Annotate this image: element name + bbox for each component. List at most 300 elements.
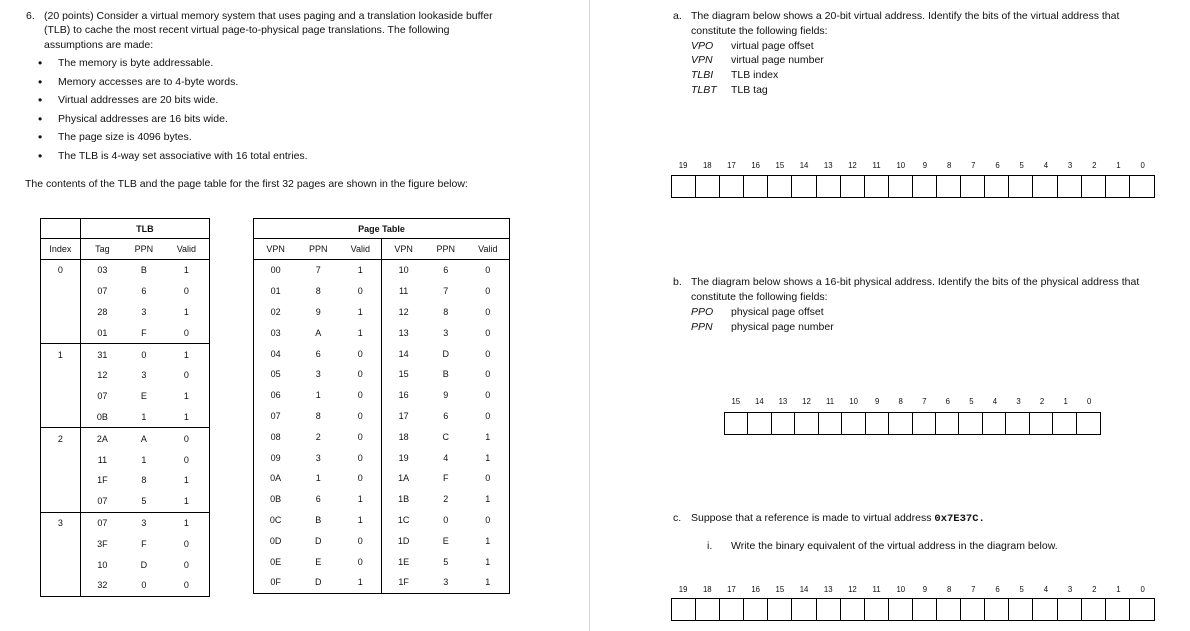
page-table-valid-cell: 0 xyxy=(485,369,491,380)
bit-number: 7 xyxy=(922,397,927,406)
bit-number: 12 xyxy=(848,161,857,170)
bit-box[interactable] xyxy=(768,599,792,620)
page-table-valid-cell: 1 xyxy=(485,431,491,442)
page-table-ppn-cell: 7 xyxy=(443,286,449,297)
bit-box[interactable] xyxy=(842,413,865,434)
bit-number: 7 xyxy=(971,161,976,170)
bit-number: 3 xyxy=(1016,397,1021,406)
bit-number: 6 xyxy=(995,585,1000,594)
page-table-vpn-cell: 06 xyxy=(270,390,281,401)
page-table-valid-cell: 0 xyxy=(357,452,363,463)
bit-box[interactable] xyxy=(983,413,1006,434)
page-table-vpn-cell: 1B xyxy=(382,489,425,510)
tlb-ppn-cell: 0 xyxy=(141,580,147,591)
bit-box[interactable] xyxy=(866,413,889,434)
page-table-valid-cell: 1 xyxy=(485,452,491,463)
field-vpn-abbr: VPN xyxy=(691,54,713,66)
page-table-ppn-cell: 2 xyxy=(443,494,449,505)
bit-number: 16 xyxy=(751,585,760,594)
page-table-valid-cell: 1 xyxy=(485,494,491,505)
bit-box[interactable] xyxy=(865,599,889,620)
tlb-valid-cell: 0 xyxy=(183,538,189,549)
page-table-ppn-cell: E xyxy=(442,535,449,546)
page-table-ppn-cell: 8 xyxy=(315,410,321,421)
page-table-ppn-cell: B xyxy=(315,514,322,525)
bit-box[interactable] xyxy=(961,176,985,197)
bit-number: 13 xyxy=(823,585,833,594)
page-table-ppn-cell: D xyxy=(442,348,449,359)
page-table-row xyxy=(254,322,510,343)
field-vpo-desc: virtual page offset xyxy=(731,40,814,52)
page-table-valid-cell: 0 xyxy=(485,265,491,276)
bit-number: 19 xyxy=(678,161,688,170)
bit-number: 8 xyxy=(898,397,903,406)
bit-box[interactable] xyxy=(720,176,744,197)
assumption-3: • Virtual addresses are 20 bits wide. xyxy=(58,94,218,106)
tlb-index-cell: 3 xyxy=(41,512,81,533)
tlb-valid-cell: 1 xyxy=(164,512,210,533)
bit-box[interactable] xyxy=(1077,413,1100,434)
bit-box[interactable] xyxy=(1009,176,1033,197)
bit-number: 1 xyxy=(1116,585,1121,594)
bit-number: 5 xyxy=(1019,161,1024,170)
page-table-valid-cell: 0 xyxy=(485,473,491,484)
tlb-row xyxy=(41,449,210,470)
bit-box[interactable] xyxy=(1009,599,1033,620)
tlb-index-cell xyxy=(41,449,81,470)
bit-box[interactable] xyxy=(1130,176,1154,197)
tlb-header-ppn: PPN xyxy=(124,239,164,260)
page-table-vpn-cell: 0B xyxy=(270,494,282,505)
tlb-row xyxy=(41,491,210,512)
tlb-ppn-cell: 0 xyxy=(124,344,164,365)
bit-number: 3 xyxy=(1067,585,1073,594)
bit-number: 19 xyxy=(678,585,688,594)
bit-number: 4 xyxy=(1043,161,1049,170)
bit-box[interactable] xyxy=(748,413,771,434)
bit-number: 12 xyxy=(802,397,811,406)
bit-box[interactable] xyxy=(913,599,937,620)
physical-address-bit-numbers xyxy=(724,397,1101,406)
bit-box[interactable] xyxy=(985,599,1009,620)
page-table-vpn-cell: 13 xyxy=(382,322,425,343)
bit-number: 0 xyxy=(1140,585,1145,594)
page-table-valid-cell: 0 xyxy=(485,306,491,317)
page-table-vpn-cell: 0F xyxy=(270,577,281,588)
page-table-header-valid: Valid xyxy=(339,239,382,260)
assumption-4: • Physical addresses are 16 bits wide. xyxy=(58,113,228,125)
bit-box[interactable] xyxy=(1058,599,1082,620)
bit-number: 16 xyxy=(751,161,760,170)
page-table-valid-cell: 1 xyxy=(485,556,491,567)
part-b-line-1: The diagram below shows a 16-bit physical address. Identify the bits of the physical address that xyxy=(691,276,1140,288)
tlb-valid-cell: 1 xyxy=(183,265,189,276)
assumption-1: • The memory is byte addressable. xyxy=(58,57,213,69)
page-table xyxy=(253,218,510,594)
tlb-valid-cell: 0 xyxy=(183,559,189,570)
page-table-valid-cell: 1 xyxy=(357,306,363,317)
bit-box[interactable] xyxy=(913,413,936,434)
page-table-vpn-cell: 16 xyxy=(382,385,425,406)
tlb-valid-cell: 1 xyxy=(183,411,189,422)
page-table-valid-cell: 0 xyxy=(357,390,363,401)
page-table-valid-cell: 0 xyxy=(485,514,491,525)
physical-address-bit-boxes xyxy=(724,412,1101,435)
bit-box[interactable] xyxy=(889,176,913,197)
page-table-ppn-cell: 8 xyxy=(443,306,449,317)
tlb-ppn-cell: 1 xyxy=(141,411,147,422)
page-table-valid-cell: 0 xyxy=(357,535,363,546)
assumption-5: • The page size is 4096 bytes. xyxy=(58,131,192,143)
tlb-ppn-cell: 3 xyxy=(124,512,164,533)
bit-number: 5 xyxy=(1019,585,1024,594)
bit-number: 5 xyxy=(969,397,974,406)
bit-box[interactable] xyxy=(889,413,912,434)
page-table-ppn-cell: E xyxy=(315,556,322,567)
page-table-vpn-cell: 14 xyxy=(382,343,425,364)
page-table-ppn-cell: D xyxy=(314,577,322,588)
bit-number: 11 xyxy=(872,585,881,594)
question-line-2: (TLB) to cache the most recent virtual page-to-physical page translations. The following xyxy=(44,24,450,36)
page-table-vpn-cell: 1D xyxy=(382,530,425,551)
page-table-valid-cell: 1 xyxy=(357,577,363,588)
tlb-valid-cell: 1 xyxy=(183,306,189,317)
bit-number: 18 xyxy=(702,585,712,594)
page-table-vpn-cell: 05 xyxy=(270,369,281,380)
page-table-valid-cell: 0 xyxy=(357,410,363,421)
page-table-row xyxy=(254,260,510,281)
bit-box[interactable] xyxy=(720,599,744,620)
bit-number: 3 xyxy=(1067,161,1073,170)
bit-box[interactable] xyxy=(841,176,865,197)
bit-number: 15 xyxy=(731,397,741,406)
page-table-header-vpn: VPN xyxy=(254,239,298,260)
tlb-valid-cell: 1 xyxy=(183,391,189,402)
bit-number: 4 xyxy=(992,397,998,406)
tlb-row xyxy=(41,533,210,554)
page-table-ppn-cell: B xyxy=(442,369,449,380)
tlb-row xyxy=(41,302,210,323)
tlb-row xyxy=(41,470,210,491)
tlb-row xyxy=(41,365,210,386)
bit-number: 17 xyxy=(727,585,736,594)
bit-number: 15 xyxy=(775,585,785,594)
tlb-row xyxy=(41,554,210,575)
tlb-header-index: Index xyxy=(41,239,81,260)
tlb-index-cell xyxy=(41,302,81,323)
tlb-tag-cell: 07 xyxy=(80,386,124,407)
tlb-ppn-cell: 5 xyxy=(141,496,147,507)
bit-number: 2 xyxy=(1092,585,1097,594)
page-table-vpn-cell: 00 xyxy=(270,265,281,276)
bit-box[interactable] xyxy=(865,176,889,197)
tlb-index-cell xyxy=(41,533,81,554)
page-table-row xyxy=(254,302,510,323)
tlb-ppn-cell: 3 xyxy=(141,306,147,317)
tlb-ppn-cell: A xyxy=(124,428,164,449)
tlb-header-valid: Valid xyxy=(164,239,210,260)
page-table-vpn-cell: 0E xyxy=(270,556,282,567)
tlb-valid-cell: 0 xyxy=(183,327,189,338)
tlb-tag-cell: 0B xyxy=(80,407,124,428)
bit-number: 9 xyxy=(922,585,928,594)
page-table-ppn-cell: 3 xyxy=(443,577,449,588)
part-a-line-1: The diagram below shows a 20-bit virtual address. Identify the bits of the virtual address that xyxy=(691,10,1120,22)
page-table-ppn-cell: 1 xyxy=(315,390,321,401)
bit-box[interactable] xyxy=(744,599,768,620)
field-tlbi-desc: TLB index xyxy=(731,69,779,81)
tlb-index-cell xyxy=(41,365,81,386)
bit-box[interactable] xyxy=(1033,599,1057,620)
bit-box[interactable] xyxy=(672,176,696,197)
bit-box[interactable] xyxy=(889,599,913,620)
page-table-vpn-cell: 01 xyxy=(270,286,281,297)
bit-box[interactable] xyxy=(1058,176,1082,197)
page-table-valid-cell: 0 xyxy=(357,369,363,380)
tlb-row xyxy=(41,260,210,281)
page-table-row xyxy=(254,489,510,510)
page-table-valid-cell: 0 xyxy=(357,431,363,442)
bit-box[interactable] xyxy=(841,599,865,620)
bit-number: 10 xyxy=(896,585,906,594)
bit-number: 11 xyxy=(872,161,881,170)
tlb-row xyxy=(41,344,210,365)
bit-box[interactable] xyxy=(937,599,961,620)
tlb-tag-cell: 1F xyxy=(80,470,124,491)
tlb-valid-cell: 0 xyxy=(183,286,189,297)
page-table-ppn-cell: 4 xyxy=(443,452,449,463)
bit-box[interactable] xyxy=(817,176,841,197)
virtual-address-bit-numbers xyxy=(671,161,1155,170)
tlb-tag-cell: 31 xyxy=(80,344,124,365)
part-c-text xyxy=(691,512,985,525)
page-table-vpn-cell: 11 xyxy=(382,281,425,302)
bit-number: 9 xyxy=(874,397,880,406)
tlb-index-cell xyxy=(41,386,81,407)
bit-number: 2 xyxy=(1039,397,1045,406)
bit-number: 10 xyxy=(849,397,858,406)
binary-address-bit-boxes[interactable] xyxy=(671,598,1155,621)
bit-number: 4 xyxy=(1043,585,1049,594)
bit-number: 1 xyxy=(1116,161,1121,170)
bit-box[interactable] xyxy=(961,599,985,620)
page-table-valid-cell: 1 xyxy=(357,265,363,276)
field-tlbt-abbr: TLBT xyxy=(691,84,717,96)
page-table-ppn-cell: F xyxy=(442,473,449,484)
page-table-ppn-cell: 3 xyxy=(315,452,321,463)
bit-number: 8 xyxy=(946,161,952,170)
bit-box[interactable] xyxy=(672,599,696,620)
bit-box[interactable] xyxy=(1130,599,1154,620)
bit-box[interactable] xyxy=(1030,413,1053,434)
page-table-vpn-cell: 0C xyxy=(269,514,282,525)
page-table-ppn-cell: 3 xyxy=(443,327,449,338)
page-table-vpn-cell: 08 xyxy=(270,431,281,442)
bit-box[interactable] xyxy=(1082,599,1106,620)
bit-box[interactable] xyxy=(792,599,816,620)
bit-box[interactable] xyxy=(959,413,982,434)
page-table-row xyxy=(254,572,510,593)
bit-box[interactable] xyxy=(772,413,795,434)
tlb-ppn-cell: D xyxy=(140,559,148,570)
tlb-ppn-cell: 6 xyxy=(141,286,147,297)
bit-box[interactable] xyxy=(1006,413,1029,434)
bit-number: 8 xyxy=(946,585,952,594)
tlb-row xyxy=(41,428,210,449)
field-ppo-desc: physical page offset xyxy=(731,306,824,318)
tlb-ppn-cell: F xyxy=(141,538,147,549)
tlb-tag-cell: 2A xyxy=(80,428,124,449)
bit-number: 13 xyxy=(823,161,833,170)
bit-box[interactable] xyxy=(913,176,937,197)
page-table-valid-cell: 1 xyxy=(357,327,363,338)
field-ppn-abbr: PPN xyxy=(691,321,713,333)
bit-box[interactable] xyxy=(936,413,959,434)
page-table-valid-cell: 0 xyxy=(485,348,491,359)
tlb-valid-cell: 0 xyxy=(183,454,189,465)
tlb-index-cell xyxy=(41,407,81,428)
bit-box[interactable] xyxy=(819,413,842,434)
column-divider xyxy=(589,0,590,631)
bit-number: 15 xyxy=(775,161,785,170)
page-table-ppn-cell: A xyxy=(315,327,322,338)
page-table-ppn-cell: 6 xyxy=(315,348,321,359)
bit-number: 10 xyxy=(896,161,906,170)
tlb-valid-cell: 0 xyxy=(183,370,189,381)
page-table-ppn-cell: 0 xyxy=(443,514,449,525)
page-table-ppn-cell: 5 xyxy=(443,556,449,567)
bit-box[interactable] xyxy=(985,176,1009,197)
page-table-valid-cell: 1 xyxy=(485,535,491,546)
tlb-tag-cell: 32 xyxy=(80,575,124,596)
question-number: 6. xyxy=(26,10,35,22)
tlb-valid-cell: 0 xyxy=(183,580,189,591)
bit-box[interactable] xyxy=(937,176,961,197)
page-table-vpn-cell: 0D xyxy=(269,535,282,546)
page-table-valid-cell: 0 xyxy=(485,286,491,297)
bit-box[interactable] xyxy=(795,413,818,434)
tlb-table xyxy=(40,218,210,597)
bit-box[interactable] xyxy=(744,176,768,197)
page-table-valid-cell: 1 xyxy=(357,494,363,505)
tlb-ppn-cell: B xyxy=(140,265,147,276)
page-table-vpn-cell: 1E xyxy=(382,551,425,572)
field-vpo-abbr: VPO xyxy=(691,40,714,52)
page-table-ppn-cell: 6 xyxy=(315,494,321,505)
bit-box[interactable] xyxy=(1053,413,1076,434)
page-table-valid-cell: 0 xyxy=(485,410,491,421)
binary-address-bit-numbers xyxy=(671,585,1155,594)
bit-number: 12 xyxy=(848,585,857,594)
tlb-index-cell xyxy=(41,322,81,343)
tlb-title-spacer xyxy=(41,219,81,239)
bit-box[interactable] xyxy=(817,599,841,620)
page-table-row xyxy=(254,343,510,364)
page-table-row xyxy=(254,551,510,572)
tlb-tag-cell: 07 xyxy=(80,281,124,302)
page-table-row xyxy=(254,281,510,302)
part-b-label: b. xyxy=(673,276,682,288)
bit-number: 7 xyxy=(971,585,976,594)
tlb-ppn-cell: F xyxy=(141,327,147,338)
bit-box[interactable] xyxy=(768,176,792,197)
page-table-row xyxy=(254,468,510,489)
bit-number: 17 xyxy=(727,161,736,170)
page-table-row xyxy=(254,406,510,427)
field-ppn-desc: physical page number xyxy=(731,321,834,333)
field-tlbi-abbr: TLBI xyxy=(691,69,714,81)
page-table-valid-cell: 0 xyxy=(357,286,363,297)
assumption-6: • The TLB is 4-way set associative with 16 total entries. xyxy=(58,150,308,162)
tlb-index-cell xyxy=(41,491,81,512)
tlb-tag-cell: 28 xyxy=(80,302,124,323)
tlb-index-cell: 0 xyxy=(57,265,63,276)
tlb-valid-cell: 0 xyxy=(164,428,210,449)
tlb-tag-cell: 03 xyxy=(80,260,124,281)
page-table-ppn-cell: 2 xyxy=(315,431,321,442)
page-table-valid-cell: 1 xyxy=(357,514,363,525)
question-line-1: (20 points) Consider a virtual memory system that uses paging and a translation lookaside buffer xyxy=(44,10,493,22)
tlb-row xyxy=(41,512,210,533)
bit-box[interactable] xyxy=(1106,599,1130,620)
tlb-title: TLB xyxy=(80,219,209,239)
page-table-vpn-cell: 10 xyxy=(382,260,425,281)
tlb-index-cell xyxy=(41,281,81,302)
tlb-index-cell: 1 xyxy=(41,344,81,365)
virtual-address-bit-boxes xyxy=(671,175,1155,198)
question-line-3: assumptions are made: xyxy=(44,39,154,51)
part-a-label: a. xyxy=(673,10,682,22)
page-table-header-vpn: VPN xyxy=(382,239,425,260)
tlb-tag-cell: 01 xyxy=(80,322,124,343)
tlb-tag-cell: 3F xyxy=(80,533,124,554)
tlb-row xyxy=(41,322,210,343)
page-table-row xyxy=(254,385,510,406)
tlb-row xyxy=(41,281,210,302)
page-table-vpn-cell: 02 xyxy=(270,306,281,317)
page-table-row xyxy=(254,364,510,385)
bit-box[interactable] xyxy=(696,176,720,197)
bit-box[interactable] xyxy=(725,413,748,434)
page-table-valid-cell: 0 xyxy=(357,556,363,567)
page-table-vpn-cell: 18 xyxy=(382,426,425,447)
page-table-ppn-cell: 1 xyxy=(315,473,321,484)
page-table-valid-cell: 1 xyxy=(485,577,491,588)
tlb-ppn-cell: 3 xyxy=(141,370,147,381)
tlb-ppn-cell: 1 xyxy=(141,454,147,465)
page-table-ppn-cell: 9 xyxy=(315,306,321,317)
page-table-row xyxy=(254,530,510,551)
page-table-ppn-cell: 6 xyxy=(443,410,449,421)
page-table-ppn-cell: D xyxy=(314,535,322,546)
page-table-row xyxy=(254,510,510,531)
bit-box[interactable] xyxy=(1033,176,1057,197)
bit-box[interactable] xyxy=(792,176,816,197)
bit-box[interactable] xyxy=(1082,176,1106,197)
bit-box[interactable] xyxy=(1106,176,1130,197)
tlb-ppn-cell: 8 xyxy=(141,475,147,486)
bit-number: 9 xyxy=(922,161,928,170)
page-table-row xyxy=(254,426,510,447)
page-table-valid-cell: 0 xyxy=(485,390,491,401)
page-table-ppn-cell: 8 xyxy=(315,286,321,297)
bit-box[interactable] xyxy=(696,599,720,620)
page-table-vpn-cell: 04 xyxy=(270,348,281,359)
tlb-index-cell xyxy=(41,575,81,596)
page-table-valid-cell: 0 xyxy=(357,348,363,359)
tlb-tag-cell: 11 xyxy=(80,449,124,470)
bit-number: 6 xyxy=(945,397,951,406)
